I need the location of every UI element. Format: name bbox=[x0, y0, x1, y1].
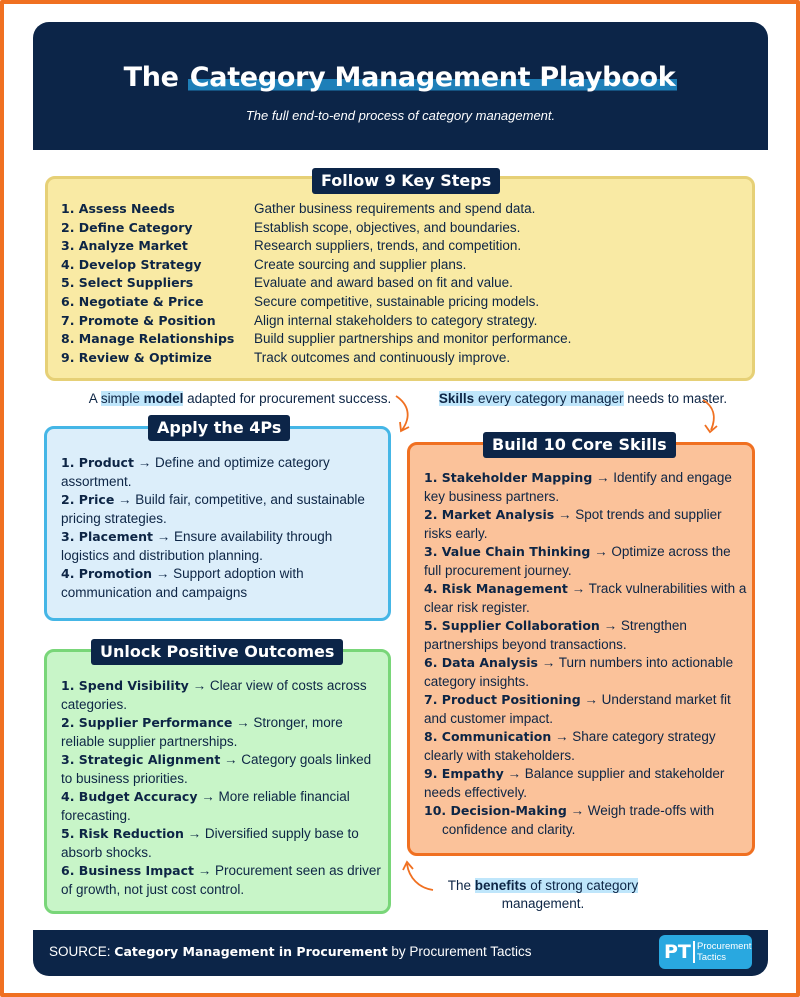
list-item bbox=[61, 491, 381, 528]
step-desc: Secure competitive, sustainable pricing models. bbox=[254, 293, 540, 309]
item-name: 1. Product bbox=[61, 455, 134, 470]
item-desc: → Stronger, more reliable supplier partnerships. bbox=[61, 715, 343, 749]
outcomes-heading: Unlock Positive Outcomes bbox=[91, 639, 343, 665]
note-highlight: of strong category bbox=[526, 878, 639, 893]
item-name: 7. Product Positioning bbox=[424, 692, 581, 707]
item-desc: → Turn numbers into actionable category insights. bbox=[424, 655, 734, 689]
footer-bar bbox=[33, 930, 768, 976]
steps-list bbox=[61, 200, 741, 367]
curved-arrow-icon bbox=[388, 394, 418, 439]
note-highlight: Skills every category manager bbox=[438, 391, 624, 406]
list-item bbox=[61, 677, 381, 714]
item-desc: → Track vulnerabilities with a clear risk register. bbox=[424, 581, 747, 615]
note-bold: model bbox=[143, 391, 184, 406]
fourps-heading: Apply the 4Ps bbox=[148, 415, 290, 441]
source-label: SOURCE: bbox=[49, 944, 115, 959]
list-item bbox=[61, 751, 381, 788]
list-item bbox=[424, 765, 749, 802]
list-item bbox=[424, 469, 749, 506]
item-desc: → Identify and engage key business partners. bbox=[424, 470, 732, 504]
item-name: 10. Decision-Making bbox=[424, 803, 567, 818]
step-desc: Track outcomes and continuously improve. bbox=[254, 349, 511, 365]
list-item bbox=[424, 617, 749, 654]
step-name: 2. Define Category bbox=[61, 219, 193, 235]
step-desc: Build supplier partnerships and monitor performance. bbox=[254, 331, 572, 347]
step-name: 4. Develop Strategy bbox=[61, 256, 202, 272]
benefits-note bbox=[428, 877, 658, 913]
outcomes-list bbox=[61, 677, 381, 899]
logo-line: Procurement bbox=[697, 941, 752, 952]
page-title bbox=[33, 62, 768, 93]
list-item bbox=[424, 728, 749, 765]
step-name: 1. Assess Needs bbox=[61, 201, 175, 216]
list-item bbox=[424, 580, 749, 617]
curved-arrow-icon bbox=[697, 398, 727, 438]
item-desc: → Clear view of costs across categories. bbox=[61, 678, 367, 712]
item-name: 3. Value Chain Thinking bbox=[424, 544, 591, 559]
step-row bbox=[61, 219, 741, 238]
step-desc: Create sourcing and supplier plans. bbox=[254, 256, 467, 272]
logo-wordmark bbox=[697, 941, 751, 963]
curved-arrow-icon bbox=[401, 858, 437, 894]
item-name: 4. Budget Accuracy bbox=[61, 789, 198, 804]
note-text: The bbox=[447, 878, 475, 893]
note-bold: benefits bbox=[474, 878, 527, 893]
step-name: 7. Promote & Position bbox=[61, 312, 216, 328]
step-row bbox=[61, 274, 741, 293]
step-row bbox=[61, 349, 741, 368]
step-desc: Align internal stakeholders to category strategy. bbox=[254, 312, 538, 328]
step-name: 3. Analyze Market bbox=[61, 238, 188, 254]
note-highlight: simple bbox=[100, 391, 144, 406]
list-item bbox=[424, 654, 749, 691]
list-item bbox=[424, 691, 749, 728]
item-desc: → Diversified supply base to absorb shocks. bbox=[61, 826, 359, 860]
list-item bbox=[424, 543, 749, 580]
skills-heading: Build 10 Core Skills bbox=[483, 432, 676, 458]
note-text: A bbox=[88, 391, 101, 406]
step-row bbox=[61, 237, 741, 256]
list-item bbox=[61, 528, 381, 565]
step-name: 5. Select Suppliers bbox=[61, 275, 194, 291]
page-subtitle: The full end-to-end process of category management. bbox=[245, 108, 556, 123]
list-item bbox=[61, 788, 381, 825]
list-item bbox=[424, 802, 749, 839]
step-row bbox=[61, 293, 741, 312]
item-desc: → Ensure availability through logistics and distribution planning. bbox=[61, 529, 333, 563]
steps-heading: Follow 9 Key Steps bbox=[312, 168, 500, 194]
item-name: 4. Promotion bbox=[61, 566, 153, 581]
model-note bbox=[75, 390, 405, 408]
item-name: 4. Risk Management bbox=[424, 581, 568, 596]
list-item bbox=[61, 862, 381, 899]
list-item bbox=[424, 506, 749, 543]
skills-note bbox=[433, 390, 733, 408]
fourps-list bbox=[61, 454, 381, 602]
item-desc: → More reliable financial forecasting. bbox=[61, 789, 350, 823]
step-row bbox=[61, 256, 741, 275]
list-item bbox=[61, 714, 381, 751]
step-row bbox=[61, 200, 741, 219]
item-desc: → Spot trends and supplier risks early. bbox=[424, 507, 722, 541]
item-name: 2. Market Analysis bbox=[424, 507, 555, 522]
item-name: 2. Supplier Performance bbox=[61, 715, 233, 730]
item-name: 5. Supplier Collaboration bbox=[424, 618, 600, 633]
skills-list bbox=[424, 469, 749, 839]
note-text: management. bbox=[501, 896, 585, 911]
item-name: 8. Communication bbox=[424, 729, 552, 744]
item-desc: → Procurement seen as driver of growth, not just cost control. bbox=[61, 863, 381, 897]
item-name: 5. Risk Reduction bbox=[61, 826, 184, 841]
step-row bbox=[61, 312, 741, 331]
item-desc: → Balance supplier and stakeholder needs effectively. bbox=[424, 766, 725, 800]
item-desc: → Category goals linked to business priorities. bbox=[61, 752, 372, 786]
title-prefix: The bbox=[123, 62, 188, 93]
item-name: 1. Stakeholder Mapping bbox=[424, 470, 593, 485]
title-highlight: Category Management Playbook bbox=[189, 62, 676, 93]
step-name: 9. Review & Optimize bbox=[61, 349, 212, 365]
item-desc: → Build fair, competitive, and sustainable pricing strategies. bbox=[61, 492, 365, 526]
step-desc: Research suppliers, trends, and competition. bbox=[254, 238, 522, 254]
list-item bbox=[61, 454, 381, 491]
logo-mark: PT bbox=[664, 941, 691, 963]
logo-line: Tactics bbox=[697, 952, 727, 963]
step-desc: Establish scope, objectives, and boundaries. bbox=[254, 219, 521, 235]
step-desc: Evaluate and award based on fit and value. bbox=[254, 275, 513, 291]
infographic-card bbox=[33, 22, 768, 976]
item-desc: → Define and optimize category assortment. bbox=[61, 455, 330, 489]
item-desc: → Understand market fit and customer impact. bbox=[424, 692, 731, 726]
item-desc: → Optimize across the full procurement journey. bbox=[424, 544, 731, 578]
item-name: 3. Strategic Alignment bbox=[61, 752, 221, 767]
source-publisher: by Procurement Tactics bbox=[387, 944, 532, 959]
step-name: 6. Negotiate & Price bbox=[61, 293, 204, 309]
source-citation bbox=[49, 944, 531, 959]
note-text: adapted for procurement success. bbox=[183, 391, 392, 406]
item-desc: → Weigh trade-offs with confidence and clarity. bbox=[442, 803, 715, 837]
list-item bbox=[61, 825, 381, 862]
item-desc: → Support adoption with communication and campaigns bbox=[61, 566, 304, 600]
item-desc: → Share category strategy clearly with stakeholders. bbox=[424, 729, 716, 763]
list-item bbox=[61, 565, 381, 602]
item-name: 1. Spend Visibility bbox=[61, 678, 189, 693]
item-desc: → Strengthen partnerships beyond transactions. bbox=[424, 618, 687, 652]
source-title: Category Management in Procurement bbox=[114, 944, 388, 959]
procurement-tactics-logo bbox=[659, 935, 752, 969]
step-name: 8. Manage Relationships bbox=[61, 331, 235, 347]
item-name: 6. Data Analysis bbox=[424, 655, 538, 670]
item-name: 2. Price bbox=[61, 492, 115, 507]
item-name: 3. Placement bbox=[61, 529, 153, 544]
item-name: 9. Empathy bbox=[424, 766, 504, 781]
step-desc: Gather business requirements and spend data. bbox=[254, 201, 536, 216]
header-banner bbox=[33, 22, 768, 150]
step-row bbox=[61, 330, 741, 349]
logo-divider bbox=[693, 941, 695, 963]
item-name: 6. Business Impact bbox=[61, 863, 195, 878]
note-text: needs to master. bbox=[623, 391, 728, 406]
